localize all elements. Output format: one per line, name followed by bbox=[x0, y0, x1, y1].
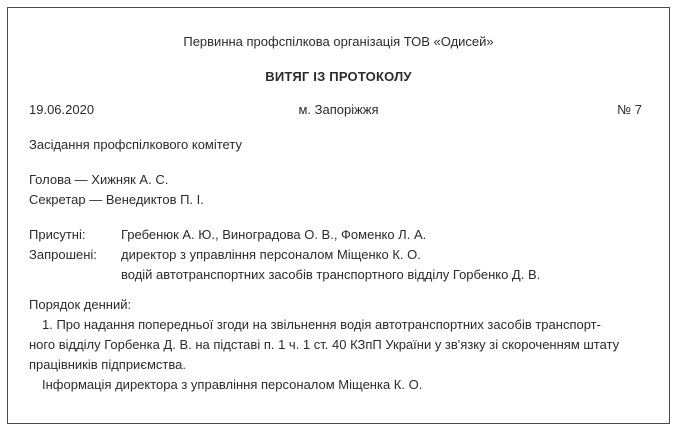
document-place: м. Запоріжжя bbox=[298, 102, 379, 117]
agenda-block bbox=[22, 295, 655, 395]
invited-person-1: директор з управління персоналом Міщенко К. О. bbox=[121, 247, 421, 262]
organization-name: Первинна профспілкова організація ТОВ «Одисей» bbox=[183, 34, 494, 49]
officials-block bbox=[22, 170, 655, 210]
document-meta-row bbox=[22, 100, 655, 120]
document-date: 19.06.2020 bbox=[29, 102, 95, 117]
agenda-heading: Порядок денний: bbox=[29, 297, 132, 312]
agenda-item-line-2: ного відділу Горбенка Д. В. на підставі п. 1 ч. 1 ст. 40 КЗпП України у зв'язку зі скороченням штату bbox=[29, 337, 620, 352]
invited-person-2: водій автотранспортних засобів транспортного відділу Горбенко Д. В. bbox=[121, 267, 541, 282]
attendance-block bbox=[22, 225, 655, 285]
invited-label: Запрошені: bbox=[29, 247, 97, 262]
document-title: ВИТЯГ ІЗ ПРОТОКОЛУ bbox=[265, 69, 412, 84]
agenda-item-note: Інформація директора з управління персоналом Міщенка К. О. bbox=[42, 377, 423, 392]
document-number: № 7 bbox=[617, 102, 642, 117]
present-names: Гребенюк А. Ю., Виноградова О. В., Фоменко Л. А. bbox=[121, 227, 427, 242]
meeting-type: Засідання профспілкового комітету bbox=[29, 137, 242, 152]
agenda-item-line-1: 1. Про надання попередньої згоди на звільнення водія автотранспортних засобів транспорт- bbox=[42, 317, 601, 332]
protocol-extract-document bbox=[7, 7, 670, 424]
secretary-line: Секретар — Венедиктов П. І. bbox=[29, 192, 204, 207]
invited-label-spacer bbox=[29, 265, 121, 285]
chair-line: Голова — Хижняк А. С. bbox=[29, 172, 169, 187]
agenda-item-line-3: працівників підприємства. bbox=[29, 357, 186, 372]
present-label: Присутні: bbox=[29, 227, 86, 242]
